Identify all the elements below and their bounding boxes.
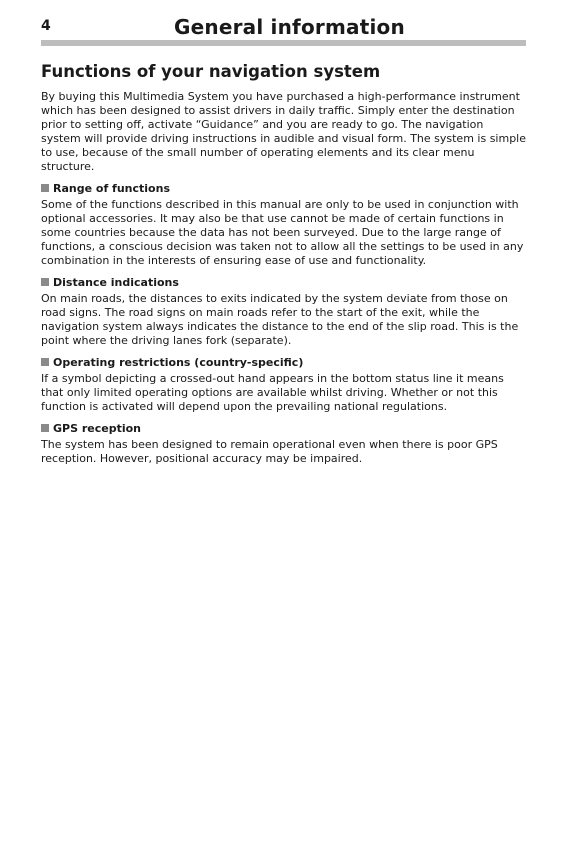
page-number: 4 (41, 18, 51, 34)
intro-paragraph: By buying this Multimedia System you have purchased a high-performance instrument which has been designed to assist drivers in daily traffic. Simply enter the destination prior to setting off, activate “Guidance” and you are ready to go. The navigation system will provide driving instructions in audible and visual form. The system is simple to use, because of the small number of operating elements and its clear menu structure. (41, 90, 527, 173)
section-paragraph: If a symbol depicting a crossed-out hand appears in the bottom status line it means that only limited operating options are available whilst driving. Whether or not this function is activated will depend upon the prevailing national regulations. (41, 372, 504, 413)
square-bullet-icon (41, 278, 49, 286)
section-heading (41, 422, 526, 436)
section-distance-indications (41, 276, 526, 348)
section-heading-text: Distance indications (53, 276, 179, 289)
square-bullet-icon (41, 184, 49, 192)
section-heading-text: Range of functions (53, 182, 170, 195)
section-paragraph: On main roads, the distances to exits indicated by the system deviate from those on road signs. The road signs on main roads refer to the start of the exit, while the navigation system always indicates the distance to the end of the slip road. This is the point where the driving lanes fork (separate). (41, 292, 519, 347)
section-range-of-functions (41, 182, 526, 268)
section-operating-restrictions (41, 356, 526, 414)
chapter-title: General information (174, 15, 405, 39)
page-header (41, 16, 526, 40)
square-bullet-icon (41, 358, 49, 366)
section-heading (41, 356, 526, 370)
section-gps-reception (41, 422, 526, 466)
section-paragraph: Some of the functions described in this manual are only to be used in conjunction with optional accessories. It may also be that use cannot be made of certain functions in some countries because the data has not been surveyed. Due to the large range of functions, a conscious decision was taken not to allow all the settings to be used in any combination in the interests of ensuring ease of use and functionality. (41, 198, 524, 267)
header-rule (41, 40, 526, 46)
square-bullet-icon (41, 424, 49, 432)
section-paragraph: The system has been designed to remain operational even when there is poor GPS reception. However, positional accuracy may be impaired. (41, 438, 498, 465)
document-page (41, 16, 526, 466)
section-heading (41, 182, 526, 196)
section-heading-text: GPS reception (53, 422, 141, 435)
section-heading-text: Operating restrictions (country-specific) (53, 356, 304, 369)
page-title: Functions of your navigation system (41, 62, 381, 81)
section-heading (41, 276, 526, 290)
